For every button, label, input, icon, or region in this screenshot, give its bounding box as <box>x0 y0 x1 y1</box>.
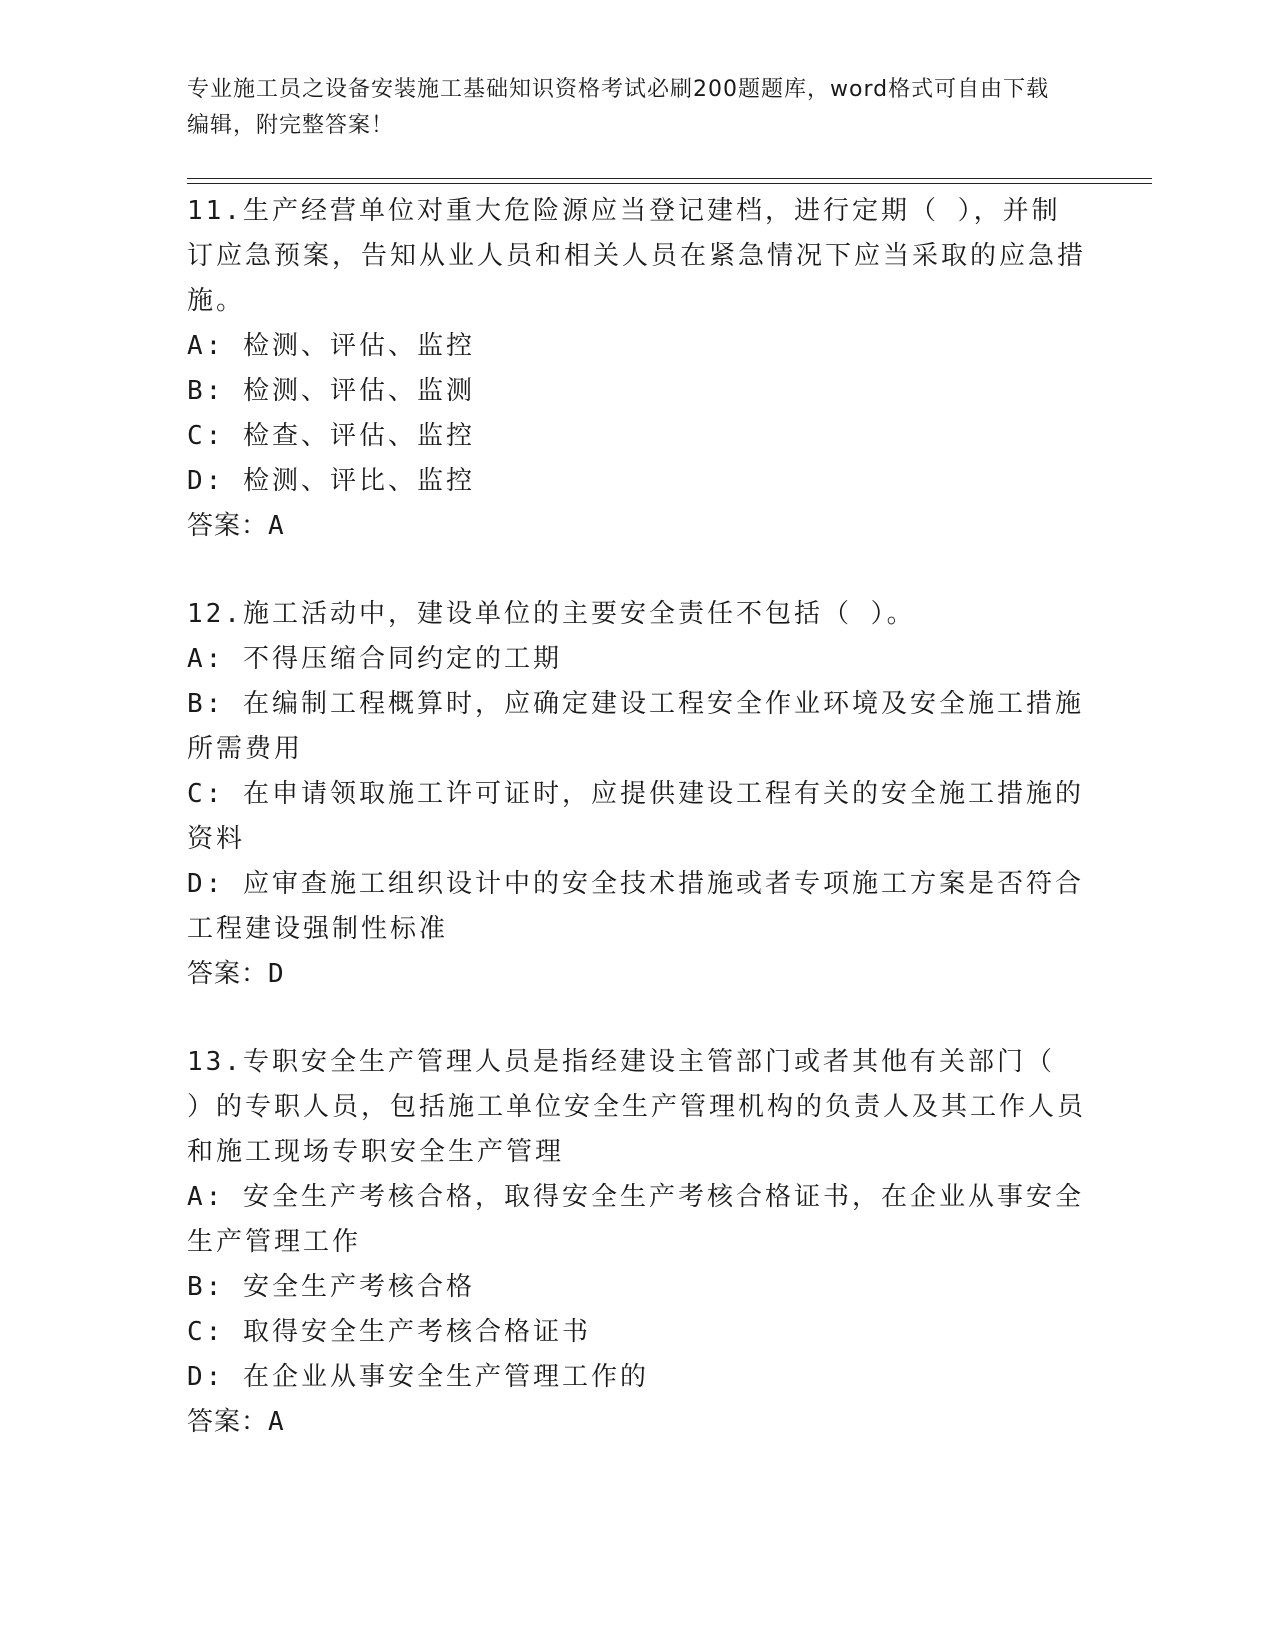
question-stem: 11.生产经营单位对重大危险源应当登记建档，进行定期（ ），并制订应急预案，告知从业人员和相关人员在紧急情况下应当采取的应急措施。 <box>187 196 1087 316</box>
answer-value: A <box>268 1407 285 1437</box>
option-b: B: 在编制工程概算时，应确定建设工程安全作业环境及安全施工措施所需费用 <box>187 689 1084 764</box>
answer-line <box>187 504 1087 549</box>
document-header: 专业施工员之设备安装施工基础知识资格考试必刷200题题库，word格式可自由下载编辑，附完整答案！ <box>187 77 1050 138</box>
answer-label: 答案： <box>187 1407 269 1437</box>
header-divider-bottom <box>187 183 1152 184</box>
option-c: C: 检查、评估、监控 <box>187 421 475 451</box>
option-a: A: 安全生产考核合格，取得安全生产考核合格证书，在企业从事安全生产管理工作 <box>187 1182 1084 1257</box>
option-a: A: 检测、评估、监控 <box>187 331 475 361</box>
option-d: D: 检测、评比、监控 <box>187 466 475 496</box>
question-12 <box>187 592 1087 997</box>
option-a: A: 不得压缩合同约定的工期 <box>187 644 562 674</box>
option-c: C: 取得安全生产考核合格证书 <box>187 1317 591 1347</box>
answer-line <box>187 1400 1087 1445</box>
question-list <box>187 189 1087 1488</box>
option-c: C: 在申请领取施工许可证时，应提供建设工程有关的安全施工措施的资料 <box>187 779 1084 854</box>
answer-line <box>187 952 1087 997</box>
option-d: D: 应审查施工组织设计中的安全技术措施或者专项施工方案是否符合工程建设强制性标准 <box>187 869 1084 944</box>
question-stem: 13.专职安全生产管理人员是指经建设主管部门或者其他有关部门（ ）的专职人员，包括施工单位安全生产管理机构的负责人及其工作人员和施工现场专职安全生产管理 <box>187 1047 1087 1167</box>
answer-label: 答案： <box>187 959 269 989</box>
answer-label: 答案： <box>187 511 269 541</box>
answer-value: D <box>268 959 285 989</box>
option-b: B: 检测、评估、监测 <box>187 376 475 406</box>
option-d: D: 在企业从事安全生产管理工作的 <box>187 1362 649 1392</box>
question-13 <box>187 1040 1087 1445</box>
answer-value: A <box>268 511 285 541</box>
question-stem: 12.施工活动中，建设单位的主要安全责任不包括（ ）。 <box>187 599 916 629</box>
header-divider-top <box>187 178 1152 179</box>
question-11 <box>187 189 1087 549</box>
option-b: B: 安全生产考核合格 <box>187 1272 475 1302</box>
